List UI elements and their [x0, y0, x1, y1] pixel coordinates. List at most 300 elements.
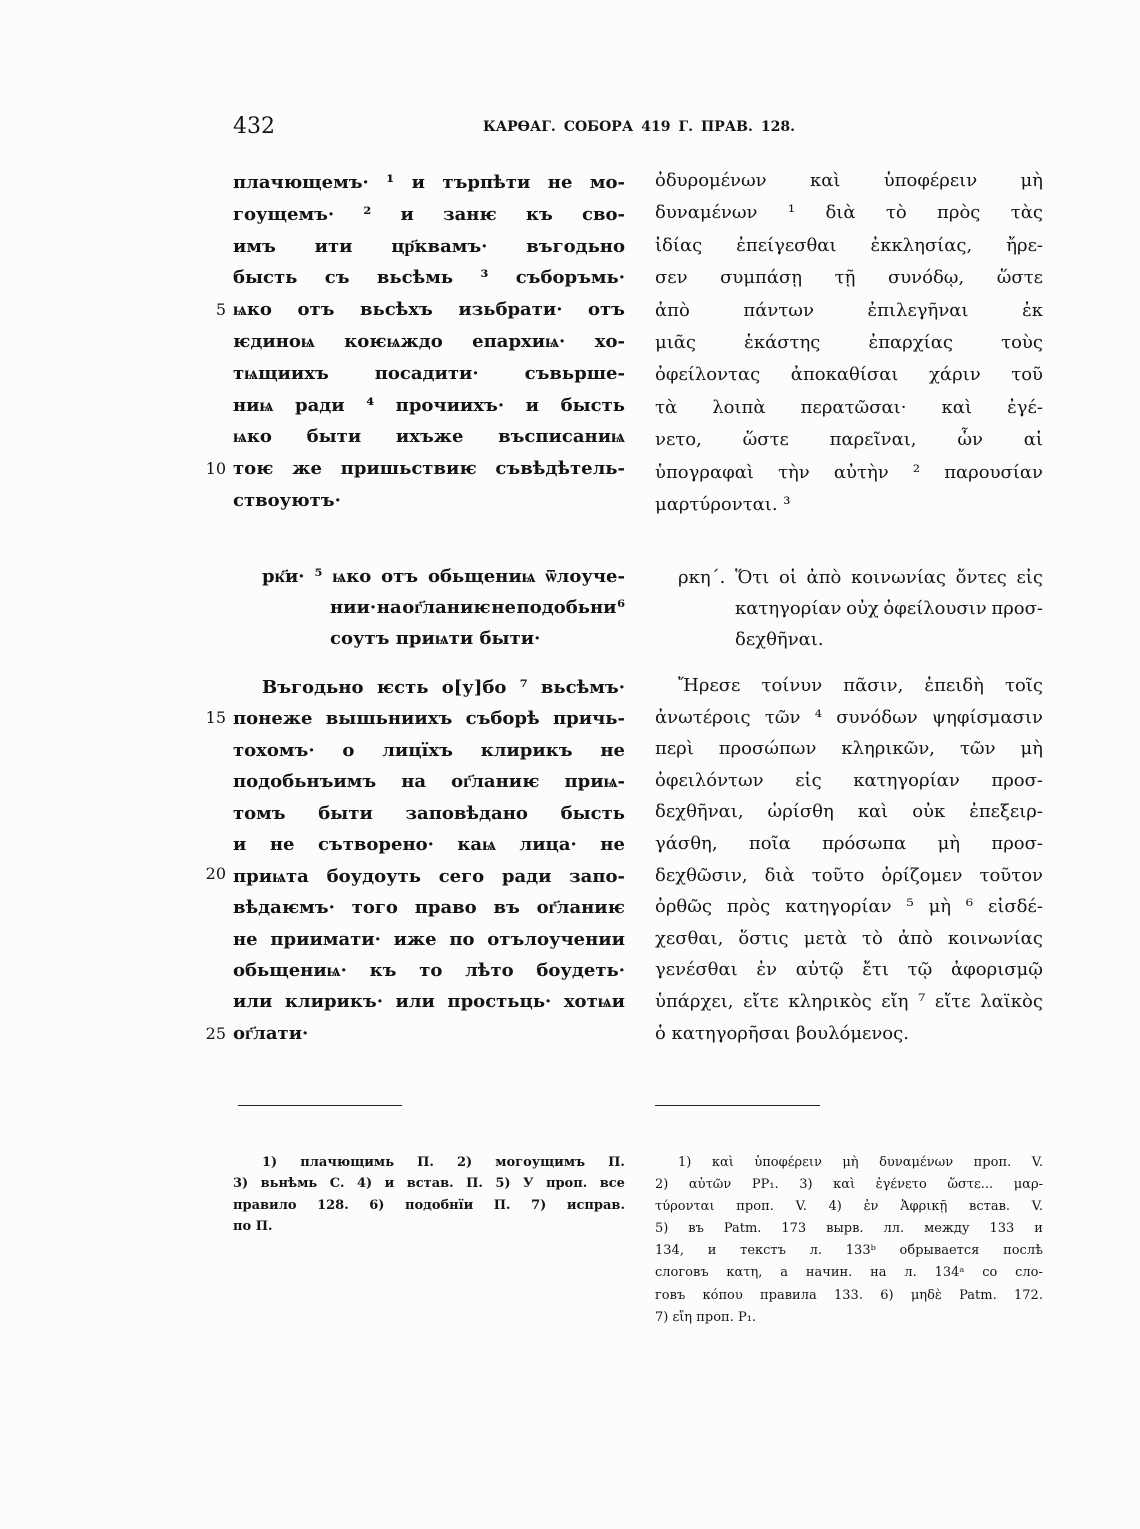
word: τῶν [764, 706, 801, 728]
word: вьсѣмь [376, 267, 454, 289]
word: не [491, 597, 516, 618]
word: посадити· [374, 362, 479, 384]
word: ⁶ [965, 896, 974, 918]
word: οὐχ [846, 598, 879, 619]
word: καὶ [857, 801, 889, 823]
word: ἐν [756, 959, 778, 981]
word: ог҃ланиѥ [451, 771, 540, 793]
word: μὴ [937, 832, 961, 854]
word: ⁷ [519, 677, 528, 698]
word: клирикъ [480, 739, 573, 761]
word: быти [318, 802, 373, 824]
greek-line: μαρτύρονται. ³ [655, 493, 791, 515]
word: PP₁. [751, 1177, 779, 1193]
slavonic-line [233, 294, 625, 326]
greek-line [655, 923, 1043, 955]
word: χεσθαι, [655, 927, 724, 949]
slavonic-line [233, 167, 625, 199]
word: εἰσδέ- [988, 896, 1043, 918]
word: 1) [678, 1155, 692, 1170]
footnote-line [655, 1152, 1043, 1174]
word: между [924, 1221, 970, 1237]
word: ὀφειλόντων [655, 769, 764, 791]
word: 419 [641, 119, 671, 135]
greek-line [655, 262, 1043, 294]
word: сего [438, 865, 485, 887]
word: къ [526, 203, 553, 225]
footnote-line [655, 1196, 1043, 1218]
word: προσώπων [718, 738, 817, 760]
word: τῶν [959, 738, 996, 760]
word: ἀνωτέροις [655, 706, 751, 728]
word: же [292, 458, 322, 480]
word: ἐπιλεγῆναι [867, 299, 969, 321]
word: οἱ [779, 567, 797, 588]
word: епархиѩ· [472, 330, 566, 352]
word: то [419, 959, 443, 981]
slavonic-line [233, 672, 625, 703]
footnote-line [233, 1195, 625, 1216]
word: вьсѣхъ [359, 299, 433, 321]
word: П. [466, 1176, 483, 1192]
word: τοίνυν [761, 675, 823, 696]
word: ⁴ [814, 706, 822, 728]
word: μιᾶς [655, 331, 696, 353]
word: αὐτῶν [688, 1177, 732, 1193]
word: лл. [883, 1221, 905, 1237]
word: боудоуть [326, 865, 421, 887]
word: ПРАВ. [701, 119, 753, 135]
word: Въгодьно [262, 677, 364, 698]
word: τύρονται [655, 1199, 715, 1215]
word: 5) [495, 1176, 511, 1192]
word: ѩко [332, 566, 372, 587]
greek-line [655, 457, 1043, 489]
word: по [449, 928, 475, 950]
word: КАРѲАГ. [483, 119, 556, 135]
slavonic-heading-line [233, 592, 625, 623]
word: отъ [588, 299, 625, 321]
word: ⁵ [906, 896, 914, 918]
slavonic-line [233, 829, 625, 860]
word: право [414, 897, 477, 919]
word: отъ [297, 299, 335, 321]
word: ἐν [863, 1199, 879, 1215]
word: лѣто [465, 959, 514, 981]
word: запо- [569, 865, 625, 887]
word: 133 [989, 1221, 1015, 1237]
word: πάντων [743, 299, 814, 321]
word: ¹ [386, 172, 395, 193]
word: правило [233, 1197, 297, 1213]
word: ἐγένετο [875, 1177, 927, 1193]
word: 5) [655, 1221, 669, 1237]
word: 4) [828, 1199, 842, 1215]
word: проп. [545, 1176, 588, 1192]
word: Ὅτι [734, 567, 770, 588]
word: 134, [655, 1243, 684, 1259]
word: κοινωνίας [851, 567, 947, 588]
slavonic-footnotes [233, 1152, 625, 1238]
word: тоѥ [233, 458, 274, 480]
word: ὀφείλοντας [655, 364, 761, 386]
footnote-rule [238, 1105, 402, 1106]
word: 128. [760, 119, 795, 135]
word: παρουσίαν [944, 461, 1043, 483]
word: καὶ [833, 1177, 856, 1193]
word: κοινωνίας [947, 927, 1043, 949]
word: съвьрше- [524, 362, 625, 384]
word: изьбрати· [458, 299, 563, 321]
slavonic-line [233, 390, 625, 422]
slavonic-line: ствоуютъ· [233, 489, 341, 511]
slavonic-line [233, 735, 625, 766]
word: κατηγορίαν [853, 769, 960, 791]
word: ² [912, 461, 921, 483]
word: κόπου [702, 1287, 743, 1303]
word: на [376, 597, 402, 618]
word: съвѣдѣтель- [495, 458, 625, 480]
word: ὀρθῶς [655, 896, 713, 918]
word: на [870, 1265, 887, 1281]
word: διὰ [825, 202, 856, 224]
word: μὴ [1020, 170, 1043, 191]
slavonic-line [233, 924, 625, 955]
word: λοιπὰ [712, 396, 766, 418]
greek-line [655, 295, 1043, 327]
word: ² [363, 203, 372, 225]
word: ὡρίσθη [767, 801, 834, 823]
word: послѣ [1003, 1243, 1043, 1259]
word: не [600, 739, 625, 761]
word: ἰδίας [655, 234, 703, 256]
greek-line [655, 765, 1043, 797]
word: κατη, [726, 1265, 763, 1281]
word: търпѣти [442, 172, 531, 193]
word: вѣдаѥмъ· [233, 897, 335, 919]
word: ⁵ [314, 566, 323, 587]
greek-line [655, 670, 1043, 702]
greek-footnotes [655, 1152, 1043, 1329]
word: и [400, 203, 414, 225]
word: οὐκ [912, 801, 946, 823]
word: отъ [381, 566, 419, 587]
word: или [395, 991, 435, 1013]
word: Patm. [959, 1287, 997, 1303]
word: γάσθη, [655, 832, 718, 854]
word: μετὰ [803, 927, 847, 949]
word: 3) [233, 1176, 249, 1192]
word: ὑποφέρειν [754, 1155, 822, 1170]
word: съборѣ [465, 708, 540, 730]
word: бысть [233, 267, 298, 289]
word: вырв. [826, 1221, 864, 1237]
word: ὄντες [955, 567, 1007, 588]
word: 4) [356, 1176, 373, 1192]
word: ὥστε [742, 429, 789, 451]
word: κατηγορίαν [735, 598, 842, 619]
word: 6) [880, 1287, 894, 1303]
slavonic-heading-line [233, 561, 625, 592]
word: εἴτε [743, 990, 779, 1012]
greek-line [655, 986, 1043, 1018]
slavonic-line [233, 199, 625, 231]
word: 128. [317, 1197, 349, 1213]
greek-line [655, 197, 1043, 229]
slavonic-line [233, 453, 625, 485]
word: и [525, 394, 540, 416]
footnote-line [233, 1173, 625, 1194]
word: πρὸς [726, 896, 771, 918]
word: ὅστις [738, 927, 789, 949]
word: ἐπαρχίας [868, 331, 953, 353]
word: бысть [560, 394, 625, 416]
word: въсписаниѩ [498, 426, 625, 448]
slavonic-text-block [233, 167, 625, 517]
word: встав. [969, 1199, 1011, 1215]
word: ἐπειδὴ [924, 675, 984, 696]
word: μαρ- [1013, 1177, 1043, 1193]
greek-canon-text [655, 670, 1043, 1049]
word: исправ. [566, 1197, 625, 1213]
greek-line [655, 165, 1043, 197]
word: τοῦ [1011, 364, 1043, 386]
footnote-line [655, 1240, 1043, 1262]
footnote-line: по П. [233, 1219, 273, 1235]
word: ποῖα [748, 832, 791, 854]
word: προσ- [991, 769, 1043, 791]
word: съ [324, 267, 350, 289]
word: κατηγορίαν [785, 896, 892, 918]
word: διὰ [764, 864, 795, 886]
word: παρεῖναι, [829, 429, 917, 451]
word: περατῶσαι· [800, 396, 907, 418]
word: лица· [519, 834, 577, 856]
footnote-line [655, 1262, 1043, 1284]
word: συμπάσῃ [720, 267, 803, 289]
word: 133ᵇ [845, 1243, 876, 1259]
word: εἴη [881, 990, 909, 1012]
word: πρὸς [937, 202, 981, 224]
word: δυναμένων [879, 1155, 954, 1170]
word: клирикъ· [284, 991, 383, 1013]
word: Ἀφρικῇ [900, 1199, 948, 1215]
word: и [1034, 1221, 1043, 1237]
word: ρκη΄. [678, 567, 726, 588]
word: μηδὲ [910, 1287, 942, 1303]
greek-line [655, 327, 1043, 359]
slavonic-heading-line: соутъ приѩти быти· [330, 628, 541, 649]
word: ἑκάστης [744, 331, 821, 353]
word: ὁρίζομεν [881, 864, 963, 886]
footnote-line [233, 1152, 625, 1173]
word: ψηφίσμασιν [931, 706, 1043, 728]
slavonic-line [233, 421, 625, 453]
word: 7) [531, 1197, 547, 1213]
word: τὸ [862, 927, 883, 949]
greek-line [655, 860, 1043, 892]
word: причь- [552, 708, 625, 730]
word: имъ [233, 235, 276, 257]
word: ⁷ [918, 990, 926, 1012]
word: ниѩ [233, 394, 274, 416]
word: правила [760, 1287, 817, 1303]
slavonic-canon-heading [233, 561, 625, 654]
greek-line [655, 796, 1043, 828]
word: плачющимь [300, 1155, 395, 1170]
word: V. [1031, 1155, 1043, 1170]
word: могоущимъ [495, 1155, 586, 1170]
word: вышьниихъ [325, 708, 453, 730]
word: πρόσωπα [822, 832, 907, 854]
slavonic-line [233, 231, 625, 263]
greek-heading-line [655, 593, 1043, 624]
word: СОБОРА [563, 119, 634, 135]
word: περὶ [655, 738, 694, 760]
word: ⁶ [617, 597, 625, 618]
word: ἀποκαθίσαι [790, 364, 899, 386]
word: τοῦτον [979, 864, 1043, 886]
word: л. [809, 1243, 823, 1259]
word: πᾶσιν, [843, 675, 904, 696]
word: приимати· [270, 928, 381, 950]
greek-line [655, 424, 1043, 456]
word: δεχθῶσιν, [655, 864, 748, 886]
greek-line [655, 702, 1043, 734]
word: σεν [655, 267, 688, 289]
line-number: 15 [205, 708, 226, 727]
word: и [384, 1176, 395, 1192]
word: плачющемъ· [233, 172, 369, 193]
word: ὀφείλουσιν [883, 598, 987, 619]
word: μὴ [928, 896, 952, 918]
word: ὥστε [996, 267, 1043, 289]
word: γενέσθαι [655, 959, 738, 981]
word: ὑποφέρειν [883, 170, 978, 191]
word: ἀπὸ [897, 927, 933, 949]
word: проп. [736, 1199, 774, 1215]
greek-heading-line: δεχθῆναι. [735, 629, 824, 650]
word: ἀπὸ [806, 567, 842, 588]
slavonic-line [233, 326, 625, 358]
word: καὶ [711, 1155, 734, 1170]
slavonic-line [233, 892, 625, 923]
word: καὶ [809, 170, 841, 191]
word: τὰ [655, 396, 678, 418]
word: бысть [560, 802, 625, 824]
word: τὰς [1010, 202, 1043, 224]
word: ог҃ланиѥ [402, 597, 491, 618]
line-number: 20 [205, 864, 226, 883]
word: не [233, 928, 258, 950]
word: встав. [406, 1176, 454, 1192]
word: подобнїи [404, 1197, 474, 1213]
word: съборъмь· [515, 267, 625, 289]
slavonic-line [233, 358, 625, 390]
word: τῷ [907, 959, 933, 981]
word: Patm. [723, 1221, 762, 1237]
word: ¹ [787, 202, 796, 224]
footnote-line [655, 1174, 1043, 1196]
word: V. [795, 1199, 807, 1215]
line-number: 10 [205, 459, 226, 478]
word: и [411, 172, 425, 193]
greek-line [655, 828, 1043, 860]
word: ³ [480, 267, 489, 289]
word: ἐκ [1022, 299, 1043, 321]
line-number: 25 [205, 1024, 226, 1043]
word: со [982, 1265, 998, 1281]
word: ἔτι [862, 959, 889, 981]
word: 133. [834, 1287, 863, 1303]
word: χάριν [929, 364, 981, 386]
word: занѥ [443, 203, 497, 225]
word: 3) [799, 1177, 813, 1193]
word: ἀπὸ [655, 299, 690, 321]
word: вьнѣмь [260, 1176, 318, 1192]
word: 2) [655, 1177, 669, 1193]
footnote-line: 7) εἴη проп. P₁. [655, 1309, 757, 1325]
footnote-line [655, 1285, 1043, 1307]
word: προσ- [991, 598, 1043, 619]
word: ѥдиноѩ [233, 330, 315, 352]
word: Ἤρεσε [678, 675, 741, 696]
word: обьщениѩ [428, 566, 536, 587]
word: сътворено· [318, 834, 434, 856]
greek-heading-line [655, 562, 1043, 593]
word: ἐπεξειρ- [969, 801, 1043, 823]
word: П. [493, 1197, 511, 1213]
word: τοῖς [1005, 675, 1043, 696]
slavonic-line [233, 798, 625, 829]
word: εἰς [1016, 567, 1043, 588]
word: νετο, [655, 429, 702, 451]
word: гоущемъ· [233, 203, 335, 225]
word: приѩта [233, 865, 309, 887]
word: лицїхъ [382, 739, 453, 761]
word: τῇ [834, 267, 856, 289]
slavonic-line [233, 703, 625, 734]
word: текстъ [740, 1243, 786, 1259]
word: все [599, 1176, 625, 1192]
word: понеже [233, 708, 313, 730]
word: ради [295, 394, 345, 416]
greek-canon-heading [655, 562, 1043, 655]
word: отълоучении [487, 928, 625, 950]
word: нии· [330, 597, 377, 618]
greek-line [655, 733, 1043, 765]
line-number: 5 [215, 300, 226, 319]
slavonic-line [233, 262, 625, 294]
running-title [483, 117, 795, 137]
footnote-rule [655, 1105, 820, 1106]
word: приѩ- [564, 771, 625, 793]
word: μὴ [1020, 738, 1043, 760]
word: подобьни [516, 597, 617, 618]
word: 134ᵃ [934, 1265, 965, 1281]
word: иже [393, 928, 437, 950]
word: тѩщиихъ [233, 362, 329, 384]
word: слоговъ [655, 1265, 709, 1281]
word: мо- [589, 172, 625, 193]
word: V. [1031, 1199, 1043, 1215]
slavonic-line [233, 955, 625, 986]
word: не [600, 834, 625, 856]
word: къ [369, 959, 397, 981]
word: обьщениѩ· [233, 959, 347, 981]
word: αὐτῷ [795, 959, 844, 981]
word: не [269, 834, 295, 856]
